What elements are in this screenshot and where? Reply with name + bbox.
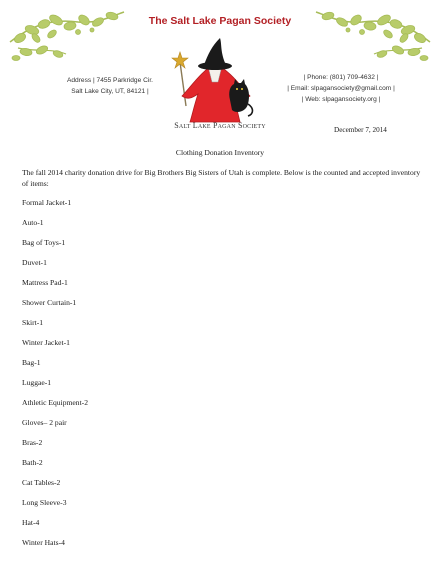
inventory-item: Skirt-1 — [22, 318, 44, 327]
address-block — [50, 75, 170, 97]
inventory-item: Gloves– 2 pair — [22, 418, 67, 427]
logo-wordmark: Salt Lake Pagan Society — [174, 121, 266, 130]
inventory-item: Auto-1 — [22, 218, 44, 227]
inventory-item: Bath-2 — [22, 458, 43, 467]
inventory-item: Bras-2 — [22, 438, 43, 447]
inventory-item: Bag-1 — [22, 358, 41, 367]
intro-paragraph: The fall 2014 charity donation drive for Big Brothers Big Sisters of Utah is complete. Below is the counted and accepted inventory of items: — [22, 168, 421, 188]
inventory-item: Long Sleeve-3 — [22, 498, 67, 507]
document-date: December 7, 2014 — [334, 126, 387, 134]
web-line: | Web: slpagansociety.org | — [301, 96, 381, 103]
inventory-item: Athletic Equipment-2 — [22, 398, 89, 407]
document-title: Clothing Donation Inventory — [175, 148, 265, 157]
email-line: | Email: slpagansociety@gmail.com | — [287, 85, 395, 92]
inventory-item: Mattress Pad-1 — [22, 278, 68, 287]
inventory-item: Duvet-1 — [22, 258, 47, 267]
address-line: Address | 7455 Parkridge Cir. — [66, 77, 153, 84]
inventory-item: Luggae-1 — [22, 378, 52, 387]
inventory-item: Hat-4 — [22, 518, 40, 527]
phone-line: | Phone: (801) 709-4632 | — [303, 74, 379, 81]
address-line: Salt Lake City, UT, 84121 | — [71, 88, 149, 95]
inventory-list — [22, 198, 88, 558]
inventory-item: Winter Hats-4 — [22, 538, 65, 547]
contact-block — [276, 72, 406, 105]
inventory-item: Bag of Toys-1 — [22, 238, 66, 247]
inventory-item: Formal Jacket-1 — [22, 198, 72, 207]
inventory-item: Winter Jacket-1 — [22, 338, 70, 347]
inventory-item: Shower Curtain-1 — [22, 298, 77, 307]
org-title: The Salt Lake Pagan Society — [148, 15, 292, 27]
wizard-logo — [168, 34, 262, 124]
inventory-item: Cat Tables-2 — [22, 478, 61, 487]
